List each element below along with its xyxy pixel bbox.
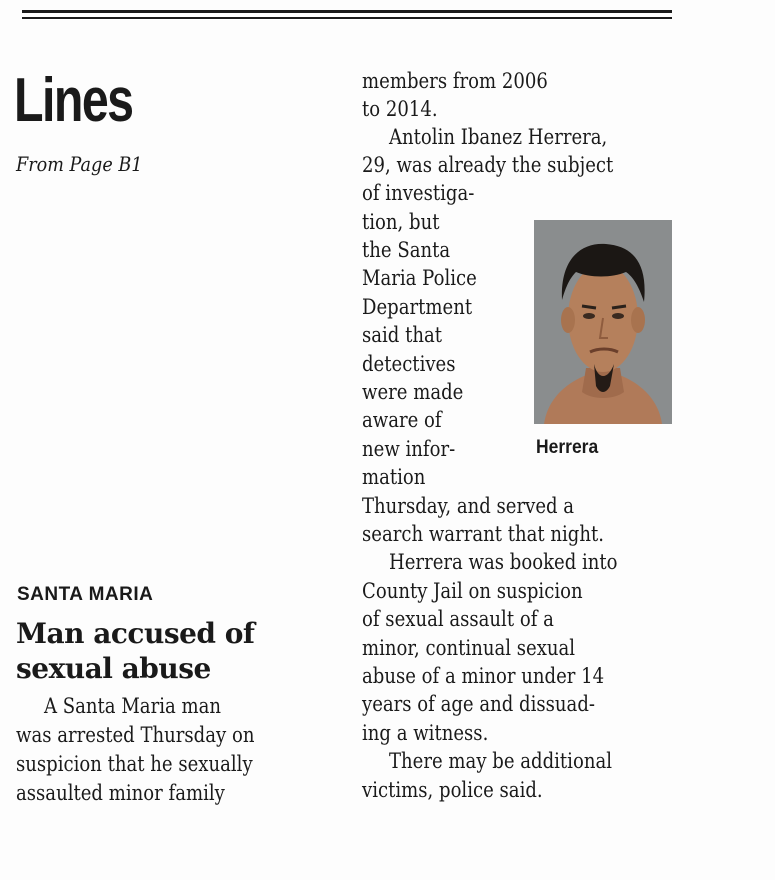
- body-line: said that: [362, 323, 443, 347]
- section-header: Lines: [14, 66, 133, 135]
- body-line: assaulted minor family: [16, 781, 225, 805]
- mugshot-illustration: [534, 220, 672, 424]
- jump-line: From Page B1: [16, 152, 143, 176]
- body-line: was arrested Thursday on: [16, 723, 255, 747]
- body-line: were made: [362, 380, 464, 404]
- story-headline: [16, 616, 316, 686]
- body-line: A Santa Maria man: [44, 694, 222, 718]
- body-line: 29, was already the subject: [362, 153, 614, 177]
- body-line: There may be additional: [389, 749, 613, 773]
- body-line: suspicion that he sexually: [16, 752, 253, 776]
- body-line: of investiga-: [362, 181, 475, 205]
- body-line: abuse of a minor under 14: [362, 664, 605, 688]
- story-dateline: SANTA MARIA: [17, 584, 154, 605]
- headline-line: sexual abuse: [16, 652, 211, 685]
- body-line: members from 2006: [362, 69, 548, 93]
- body-line: Herrera was booked into: [389, 550, 618, 574]
- body-line: minor, continual sexual: [362, 636, 576, 660]
- body-line: the Santa: [362, 238, 451, 262]
- body-line: Antolin Ibanez Herrera,: [389, 125, 608, 149]
- body-line: County Jail on suspicion: [362, 579, 583, 603]
- body-line: detectives: [362, 352, 456, 376]
- body-line: victims, police said.: [362, 778, 543, 802]
- body-line: years of age and dissuad-: [362, 692, 595, 716]
- body-line: to 2014.: [362, 97, 438, 121]
- body-line: aware of: [362, 408, 442, 432]
- body-line: tion, but: [362, 210, 440, 234]
- body-line: Thursday, and served a: [362, 494, 575, 518]
- mugshot-photo: [534, 220, 672, 424]
- body-line: mation: [362, 465, 426, 489]
- body-line: Department: [362, 295, 473, 319]
- headline-line: Man accused of: [16, 617, 255, 650]
- top-rule-thin: [22, 17, 672, 19]
- body-line: of sexual assault of a: [362, 607, 554, 631]
- top-rule-thick: [22, 10, 672, 13]
- body-line: new infor-: [362, 437, 456, 461]
- body-line: search warrant that night.: [362, 522, 604, 546]
- body-line: ing a witness.: [362, 721, 489, 745]
- body-line: Maria Police: [362, 266, 477, 290]
- photo-caption: Herrera: [536, 437, 599, 458]
